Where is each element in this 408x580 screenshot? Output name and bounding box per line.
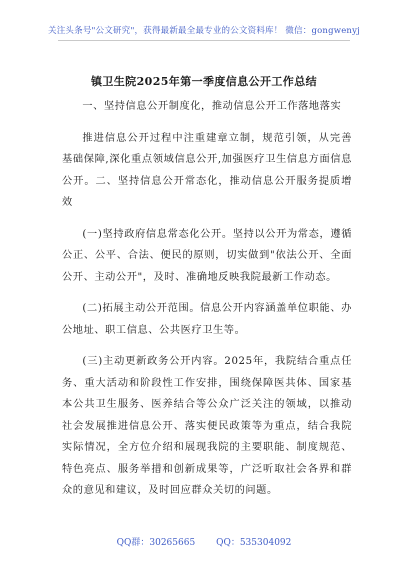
section-heading-1: 一、坚持信息公开制度化，推动信息公开工作落地落实 xyxy=(82,101,342,112)
header-divider xyxy=(58,40,350,41)
document-body xyxy=(62,96,352,512)
document-title: 镇卫生院2025年第一季度信息公开工作总结 xyxy=(90,75,317,88)
footer-qq-group: QQ群：30265665 xyxy=(116,538,196,548)
footer-qq-number: QQ：535304092 xyxy=(216,538,292,548)
paragraph-1: 推进信息公开过程中注重建章立制，规范引领，从完善基础保障,深化重点领域信息公开,加强医疗卫生信息方面信息公开。二、坚持信息公开常态化，推动信息公开服务提质增效 xyxy=(62,132,352,208)
paragraph-4: (三)主动更新政务公开内容。2025年，我院结合重点任务、重大活动和阶段性工作安排，围绕保障医共体、国家基本公共卫生服务、医养结合等公众广泛关注的领域，以推动社会发展推进信息公开、落实便民政策等为重点，结合我院实际情况，全方位介绍和展现我院的主要职能、制度规范、特色亮点、服务举措和创新成果等，广泛听取社会各界和群众的意见和建议，及时回应群众关切的问题。 xyxy=(62,356,352,496)
paragraph-3: (二)拓展主动公开范围。信息公开内容涵盖单位职能、办公地址、职工信息、公共医疗卫生等。 xyxy=(62,303,352,336)
header-promo-note: 关注头条号"公文研究"，获得最新最全最专业的公文资料库！ 微信：gongwenyj xyxy=(48,26,360,36)
footer-contacts xyxy=(0,535,408,548)
paragraph-2: (一)坚持政府信息常态化公开。坚持以公开为常态，遵循公正、公平、合法、便民的原则，切实做到"依法公开、全面公开、主动公开"，及时、准确地反映我院最新工作动态。 xyxy=(62,228,352,283)
